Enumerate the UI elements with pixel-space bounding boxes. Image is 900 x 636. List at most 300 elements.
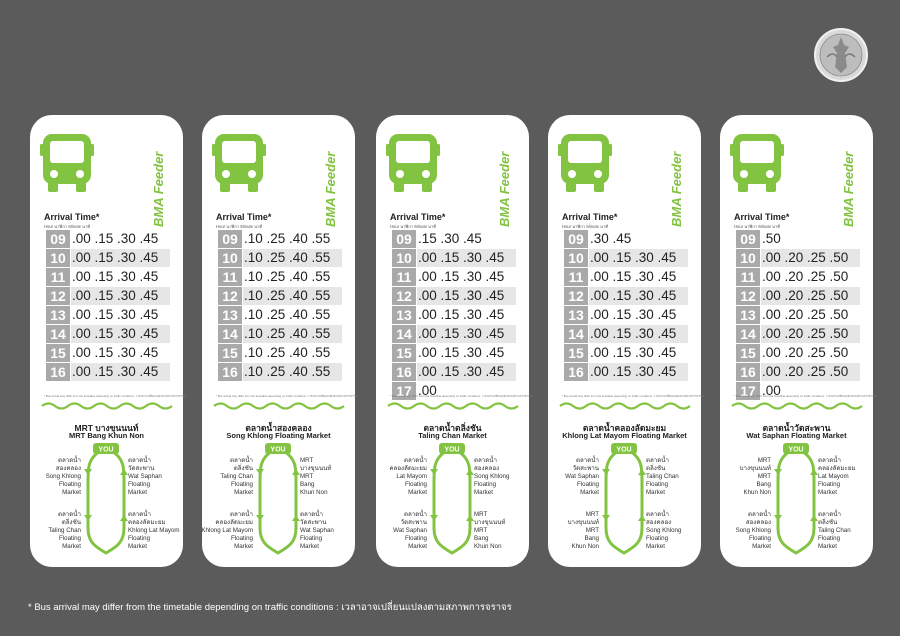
timetable-row: [564, 249, 688, 267]
wave-divider: [732, 401, 862, 411]
stop-name-english: MRT Bang Khun Non: [69, 431, 144, 440]
timetable-row: [564, 230, 688, 248]
stop-name-thai: ตลาดน้ำสองคลอง: [245, 423, 312, 433]
timetable-row: [736, 306, 860, 324]
minutes-cell: .10 .25 .40 .55: [244, 345, 331, 360]
route-diagram: [30, 443, 183, 558]
route-stop-left-bottom-line: Floating: [230, 535, 253, 542]
route-stop-left-top-line: Floating: [230, 481, 253, 488]
bus-icon: [212, 132, 266, 194]
timetable-row: [46, 306, 170, 324]
route-stop-right-bottom-line: ตลิ่งชัน: [818, 519, 838, 526]
timetable-row: [392, 344, 516, 362]
route-stop-left-bottom-line: Khun Non: [571, 543, 599, 550]
route-diagram: [720, 443, 873, 558]
card-note: * Bus arrival may differ from the timetable depending on traffic conditions : เวลาอาจเปลี่ยนแปลงตามสภาพการจราจร: [390, 394, 533, 398]
arrival-title: Arrival Time*: [734, 212, 790, 222]
hour-cell: 16: [736, 363, 760, 381]
route-stop-right-top: [300, 457, 331, 497]
minutes-cell: .00 .15 .30 .45: [72, 231, 159, 246]
timetable-row: [218, 287, 342, 305]
minutes-cell: .10 .25 .40 .55: [244, 307, 331, 322]
bma-feeder-logo: [662, 133, 686, 229]
hour-cell: 12: [46, 287, 70, 305]
hour-cell: 17: [736, 382, 760, 400]
arrival-subtitle: Hour นาฬิกา Minute นาที: [562, 224, 609, 229]
timetable-card: [548, 115, 705, 567]
timetable-row: [564, 363, 688, 381]
timetable-row: [736, 287, 860, 305]
svg-text:YOU: YOU: [98, 446, 114, 454]
bma-feeder-logo: [834, 133, 858, 229]
hour-cell: 11: [218, 268, 242, 286]
hour-cell: 09: [218, 230, 242, 248]
minutes-cell: .00 .20 .25 .50: [762, 307, 849, 322]
timetable-row: [218, 268, 342, 286]
minutes-cell: .00 .15 .30 .45: [589, 249, 688, 267]
minutes-cell: .00 .15 .30 .45: [417, 363, 516, 381]
minutes-cell: .00 .15 .30 .45: [590, 307, 677, 322]
route-stop-left-top-line: MRT: [757, 457, 771, 464]
hour-cell: 14: [392, 325, 416, 343]
route-stop-right-top-line: ตลาดน้ำ: [474, 457, 498, 464]
route-stop-left-bottom-line: Taling Chan: [48, 527, 81, 534]
hour-cell: 11: [46, 268, 70, 286]
route-stop-left-top-line: Floating: [58, 481, 81, 488]
route-stop-left-top-line: ตลาดน้ำ: [57, 457, 81, 464]
timetable-row: [46, 249, 170, 267]
svg-text:YOU: YOU: [270, 446, 286, 454]
route-stop-right-bottom-line: Market: [818, 543, 837, 550]
route-stop-right-top-line: Floating: [128, 481, 151, 488]
minutes-cell: .10 .25 .40 .55: [243, 325, 342, 343]
route-stop-left-top: [220, 457, 253, 497]
route-stop-left-bottom-line: Song Khlong: [735, 527, 771, 534]
route-stop-left-top-line: Wat Saphan: [565, 473, 599, 480]
bma-feeder-logo: [144, 133, 168, 229]
stop-name-english: Taling Chan Market: [418, 431, 487, 440]
timetable-row: [392, 306, 516, 324]
route-stop-left-top: [565, 457, 599, 497]
route-stop-right-bottom-line: Song Khlong: [646, 527, 682, 534]
route-stop-right-top-line: Market: [128, 489, 147, 496]
timetable-row: [218, 249, 342, 267]
route-stop-right-bottom-line: สองคลอง: [646, 519, 672, 526]
route-stop-right-bottom-line: MRT: [474, 511, 488, 518]
svg-text:BMA Feeder: BMA Feeder: [497, 151, 512, 227]
minutes-cell: .30 .45: [590, 231, 632, 246]
route-stop-left-bottom: [393, 511, 427, 551]
route-stop-right-top-line: ตลาดน้ำ: [818, 457, 842, 464]
route-stop-right-bottom-line: Khlong Lat Mayom: [128, 527, 180, 534]
minutes-cell: .15 .30 .45: [418, 231, 482, 246]
hour-cell: 10: [46, 249, 70, 267]
hour-cell: 15: [46, 344, 70, 362]
route-stop-left-top-line: Song Khlong: [45, 473, 81, 480]
route-stop-left-bottom-line: Market: [752, 543, 771, 550]
svg-text:YOU: YOU: [788, 446, 804, 454]
route-stop-right-top-line: MRT: [300, 457, 314, 464]
hour-cell: 12: [564, 287, 588, 305]
minutes-cell: .00 .20 .25 .50: [761, 249, 860, 267]
timetable-row: [218, 363, 342, 381]
route-stop-right-top-line: Taling Chan: [646, 473, 679, 480]
hour-cell: 16: [46, 363, 70, 381]
hour-cell: 09: [564, 230, 588, 248]
timetable-row: [218, 306, 342, 324]
route-stop-left-bottom-line: ตลาดน้ำ: [229, 511, 253, 518]
hour-cell: 17: [392, 382, 416, 400]
hour-cell: 15: [564, 344, 588, 362]
minutes-cell: .00 .15 .30 .45: [418, 307, 505, 322]
minutes-cell: .00 .15 .30 .45: [71, 363, 170, 381]
svg-text:YOU: YOU: [616, 446, 632, 454]
route-stop-left-bottom-line: Market: [62, 543, 81, 550]
route-stop-right-top-line: Floating: [646, 481, 669, 488]
timetable-row: [564, 344, 688, 362]
svg-text:BMA Feeder: BMA Feeder: [151, 151, 166, 227]
svg-text:YOU: YOU: [444, 446, 460, 454]
route-stop-left-top: [46, 457, 81, 497]
route-stop-right-bottom: [818, 511, 851, 551]
hour-cell: 14: [564, 325, 588, 343]
minutes-cell: .00 .15 .30 .45: [589, 287, 688, 305]
route-stop-right-top-line: Market: [818, 489, 837, 496]
timetable-row: [564, 287, 688, 305]
wave-divider: [388, 401, 518, 411]
route-stop-left-bottom: [568, 511, 599, 551]
stop-name-thai: MRT บางขุนนนท์: [74, 423, 139, 433]
svg-text:BMA Feeder: BMA Feeder: [323, 151, 338, 227]
wave-divider: [214, 401, 344, 411]
bus-icon: [386, 132, 440, 194]
minutes-cell: .00: [418, 383, 437, 398]
card-note: * Bus arrival may differ from the timetable depending on traffic conditions : เวลาอาจเปลี่ยนแปลงตามสภาพการจราจร: [562, 394, 705, 398]
hour-cell: 16: [564, 363, 588, 381]
route-stop-right-top-line: วัดสะพาน: [128, 465, 155, 472]
route-stop-right-top-line: Bang: [300, 481, 315, 488]
route-stop-right-bottom-line: Wat Saphan: [300, 527, 334, 534]
minutes-cell: .10 .25 .40 .55: [243, 363, 342, 381]
hour-cell: 09: [46, 230, 70, 248]
bus-icon: [40, 132, 94, 194]
route-stop-right-bottom-line: Floating: [300, 535, 323, 542]
route-stop-left-bottom-line: Wat Saphan: [393, 527, 427, 534]
route-diagram: [548, 443, 701, 558]
minutes-cell: .00 .20 .25 .50: [761, 325, 860, 343]
timetable-row: [564, 325, 688, 343]
hour-cell: 16: [218, 363, 242, 381]
stop-name-english: Wat Saphan Floating Market: [746, 431, 847, 440]
route-stop-left-top-line: Floating: [404, 481, 427, 488]
minutes-cell: .00 .15 .30 .45: [72, 345, 159, 360]
timetable-row: [736, 325, 860, 343]
minutes-cell: .00 .15 .30 .45: [417, 287, 516, 305]
minutes-cell: .00 .15 .30 .45: [418, 269, 505, 284]
stop-name-thai: ตลาดน้ำวัดสะพาน: [762, 423, 831, 433]
hour-cell: 10: [736, 249, 760, 267]
timetable-row: [736, 363, 860, 381]
minutes-cell: .00 .15 .30 .45: [71, 249, 170, 267]
route-stop-left-top-line: Lat Mayom: [396, 473, 427, 480]
card-note: * Bus arrival may differ from the timetable depending on traffic conditions : เวลาอาจเปลี่ยนแปลงตามสภาพการจราจร: [216, 394, 359, 398]
svg-text:BMA Feeder: BMA Feeder: [841, 151, 856, 227]
route-diagram: [376, 443, 529, 558]
card-note: * Bus arrival may differ from the timetable depending on traffic conditions : เวลาอาจเปลี่ยนแปลงตามสภาพการจราจร: [734, 394, 877, 398]
route-stop-left-top-line: ตลิ่งชัน: [233, 465, 253, 472]
route-stop-left-bottom-line: ตลาดน้ำ: [57, 511, 81, 518]
arrival-title: Arrival Time*: [44, 212, 100, 222]
hour-cell: 09: [736, 230, 760, 248]
route-stop-right-bottom-line: Market: [128, 543, 147, 550]
route-stop-right-top-line: MRT: [300, 473, 314, 480]
footnote: * Bus arrival may differ from the timetable depending on traffic conditions : เวลาอาจเปลี่ยนแปลงตามสภาพการจราจร: [28, 602, 512, 613]
route-stop-right-bottom-line: Floating: [818, 535, 841, 542]
hour-cell: 10: [392, 249, 416, 267]
route-stop-right-bottom-line: วัดสะพาน: [300, 519, 327, 526]
route-stop-right-bottom-line: Bang: [474, 535, 489, 542]
route-stop-right-top-line: ตลาดน้ำ: [128, 457, 152, 464]
route-stop-right-top-line: Floating: [474, 481, 497, 488]
hour-cell: 12: [218, 287, 242, 305]
route-stop-left-bottom-line: MRT: [585, 511, 599, 518]
route-stop-right-bottom-line: Khun Non: [474, 543, 502, 550]
route-stop-right-top: [128, 457, 162, 497]
timetable-row: [218, 344, 342, 362]
route-stop-left-top-line: สองคลอง: [55, 465, 81, 472]
timetable-card: [720, 115, 877, 567]
hour-cell: 14: [46, 325, 70, 343]
hour-cell: 10: [218, 249, 242, 267]
route-stop-left-bottom: [201, 511, 253, 551]
route-stop-left-top-line: MRT: [757, 473, 771, 480]
minutes-cell: .00 .15 .30 .45: [589, 363, 688, 381]
minutes-cell: .00 .15 .30 .45: [72, 307, 159, 322]
minutes-cell: .10 .25 .40 .55: [244, 269, 331, 284]
arrival-title: Arrival Time*: [562, 212, 618, 222]
timetable-row: [392, 287, 516, 305]
hour-cell: 16: [392, 363, 416, 381]
hour-cell: 11: [736, 268, 760, 286]
arrival-title: Arrival Time*: [216, 212, 272, 222]
timetable-row: [392, 363, 516, 381]
timetable-row: [392, 249, 516, 267]
route-stop-left-top: [389, 457, 427, 497]
route-stop-right-bottom-line: Market: [646, 543, 665, 550]
timetable-row: [392, 230, 516, 248]
minutes-cell: .10 .25 .40 .55: [243, 287, 342, 305]
hour-cell: 15: [218, 344, 242, 362]
route-stop-right-top: [646, 457, 679, 497]
route-stop-left-bottom-line: Floating: [404, 535, 427, 542]
wave-divider: [560, 401, 690, 411]
route-stop-left-top-line: Market: [234, 489, 253, 496]
route-stop-left-bottom-line: ตลาดน้ำ: [747, 511, 771, 518]
route-stop-right-bottom-line: บางขุนนนท์: [474, 519, 506, 526]
hour-cell: 10: [564, 249, 588, 267]
timetable-row: [736, 230, 860, 248]
route-stop-right-bottom: [300, 511, 334, 551]
route-diagram: [202, 443, 355, 558]
bma-feeder-logo: [490, 133, 514, 229]
minutes-cell: .10 .25 .40 .55: [243, 249, 342, 267]
route-stop-left-bottom-line: สองคลอง: [745, 519, 771, 526]
wave-divider: [42, 401, 172, 411]
route-stop-right-top-line: สองคลอง: [474, 465, 500, 472]
timetable-card: [30, 115, 187, 567]
route-stop-right-bottom-line: คลองลัดมะยม: [128, 519, 166, 526]
timetable-row: [392, 268, 516, 286]
timetable: [390, 230, 533, 401]
timetable-row: [392, 325, 516, 343]
route-stop-left-top-line: ตลาดน้ำ: [575, 457, 599, 464]
minutes-cell: .00 .15 .30 .45: [590, 269, 677, 284]
timetable: [564, 230, 688, 382]
minutes-cell: .00 .15 .30 .45: [71, 287, 170, 305]
route-stop-left-top-line: Market: [580, 489, 599, 496]
timetable-row: [46, 325, 170, 343]
route-stop-right-bottom-line: Floating: [128, 535, 151, 542]
minutes-cell: .00 .15 .30 .45: [418, 345, 505, 360]
route-stop-left-top-line: Market: [408, 489, 427, 496]
minutes-cell: .00 .20 .25 .50: [762, 345, 849, 360]
timetable-row: [218, 230, 342, 248]
route-stop-right-top-line: Market: [474, 489, 493, 496]
hour-cell: 13: [392, 306, 416, 324]
stop-name-thai: ตลาดน้ำคลองลัดมะยม: [582, 423, 667, 433]
route-stop-right-top-line: Song Khlong: [474, 473, 510, 480]
route-stop-right-bottom-line: ตลาดน้ำ: [818, 511, 842, 518]
svg-text:BMA Feeder: BMA Feeder: [669, 151, 684, 227]
route-stop-left-bottom-line: Khlong Lat Mayom: [201, 527, 253, 534]
timetable-row: [736, 268, 860, 286]
route-stop-left-top-line: ตลาดน้ำ: [229, 457, 253, 464]
minutes-cell: .00 .15 .30 .45: [589, 325, 688, 343]
route-stop-right-top: [474, 457, 509, 497]
route-stop-left-bottom-line: Market: [234, 543, 253, 550]
minutes-cell: .00 .15 .30 .45: [72, 269, 159, 284]
hour-cell: 12: [736, 287, 760, 305]
timetable: [46, 230, 170, 382]
timetable-row: [564, 268, 688, 286]
arrival-subtitle: Hour นาฬิกา Minute นาที: [44, 224, 91, 229]
bma-seal-logo: [813, 27, 869, 83]
route-stop-right-top-line: Khun Non: [300, 489, 328, 496]
hour-cell: 15: [392, 344, 416, 362]
arrival-title: Arrival Time*: [390, 212, 446, 222]
route-stop-left-bottom-line: MRT: [585, 527, 599, 534]
route-stop-left-top-line: วัดสะพาน: [572, 465, 599, 472]
route-stop-left-bottom-line: Market: [408, 543, 427, 550]
bma-feeder-logo: [316, 133, 340, 229]
hour-cell: 15: [736, 344, 760, 362]
route-stop-right-bottom: [646, 511, 681, 551]
hour-cell: 11: [564, 268, 588, 286]
timetable: [734, 230, 877, 401]
route-stop-left-bottom-line: Floating: [58, 535, 81, 542]
timetable-row: [736, 249, 860, 267]
minutes-cell: .10 .25 .40 .55: [244, 231, 331, 246]
route-stop-right-top-line: Wat Saphan: [128, 473, 162, 480]
route-stop-right-top-line: Floating: [818, 481, 841, 488]
route-stop-left-bottom-line: บางขุนนนท์: [567, 519, 599, 526]
hour-cell: 14: [218, 325, 242, 343]
route-stop-right-top-line: ตลาดน้ำ: [646, 457, 670, 464]
route-stop-right-bottom-line: Floating: [646, 535, 669, 542]
route-stop-left-top-line: คลองลัดมะยม: [389, 465, 427, 472]
timetable-row: [218, 325, 342, 343]
arrival-subtitle: Hour นาฬิกา Minute นาที: [216, 224, 263, 229]
timetable-row: [46, 287, 170, 305]
card-note: * Bus arrival may differ from the timetable depending on traffic conditions : เวลาอาจเปลี่ยนแปลงตามสภาพการจราจร: [44, 394, 187, 398]
route-stop-right-bottom-line: Taling Chan: [818, 527, 851, 534]
route-stop-left-bottom-line: Floating: [748, 535, 771, 542]
hour-cell: 13: [736, 306, 760, 324]
route-stop-right-top-line: ตลิ่งชัน: [646, 465, 666, 472]
route-stop-left-top-line: Taling Chan: [220, 473, 253, 480]
route-stop-left-top-line: Market: [62, 489, 81, 496]
route-stop-right-bottom-line: MRT: [474, 527, 488, 534]
bus-icon: [558, 132, 612, 194]
route-stop-right-top-line: บางขุนนนท์: [300, 465, 332, 472]
route-stop-right-bottom-line: ตลาดน้ำ: [128, 511, 152, 518]
timetable-row: [46, 363, 170, 381]
route-stop-right-top-line: Lat Mayom: [818, 473, 849, 480]
minutes-cell: .00 .15 .30 .45: [590, 345, 677, 360]
hour-cell: 14: [736, 325, 760, 343]
hour-cell: 13: [564, 306, 588, 324]
timetable-row: [46, 230, 170, 248]
timetable-card: [201, 115, 359, 567]
hour-cell: 13: [218, 306, 242, 324]
route-stop-left-bottom-line: ตลาดน้ำ: [403, 511, 427, 518]
hour-cell: 13: [46, 306, 70, 324]
route-stop-right-bottom-line: ตลาดน้ำ: [300, 511, 324, 518]
stop-name-english: Khlong Lat Mayom Floating Market: [562, 431, 687, 440]
route-stop-left-bottom: [48, 511, 81, 551]
route-stop-right-bottom-line: ตลาดน้ำ: [646, 511, 670, 518]
timetable-row: [736, 344, 860, 362]
route-stop-left-bottom-line: วัดสะพาน: [400, 519, 427, 526]
route-stop-left-bottom: [736, 511, 771, 551]
timetable-row: [46, 344, 170, 362]
route-stop-right-top: [818, 457, 856, 497]
route-stop-right-top-line: Market: [646, 489, 665, 496]
hour-cell: 12: [392, 287, 416, 305]
route-stop-left-top-line: Khun Non: [743, 489, 771, 496]
route-stop-left-top: [740, 457, 771, 497]
minutes-cell: .00 .20 .25 .50: [761, 363, 860, 381]
bus-icon: [730, 132, 784, 194]
minutes-cell: .00 .15 .30 .45: [71, 325, 170, 343]
route-stop-left-top-line: ตลาดน้ำ: [403, 457, 427, 464]
route-stop-right-bottom: [128, 511, 180, 551]
route-stop-left-bottom-line: คลองลัดมะยม: [215, 519, 253, 526]
route-stop-left-top-line: Floating: [576, 481, 599, 488]
timetable-row: [46, 268, 170, 286]
arrival-subtitle: Hour นาฬิกา Minute นาที: [390, 224, 437, 229]
route-stop-left-top-line: Bang: [756, 481, 771, 488]
stop-name-thai: ตลาดน้ำตลิ่งชัน: [423, 423, 482, 433]
timetable: [218, 230, 342, 382]
minutes-cell: .00 .15 .30 .45: [417, 325, 516, 343]
arrival-subtitle: Hour นาฬิกา Minute นาที: [734, 224, 781, 229]
stop-name-english: Song Khlong Floating Market: [226, 431, 331, 440]
minutes-cell: .00 .20 .25 .50: [761, 287, 860, 305]
hour-cell: 09: [392, 230, 416, 248]
timetable-row: [564, 306, 688, 324]
timetable-card: [376, 115, 533, 567]
